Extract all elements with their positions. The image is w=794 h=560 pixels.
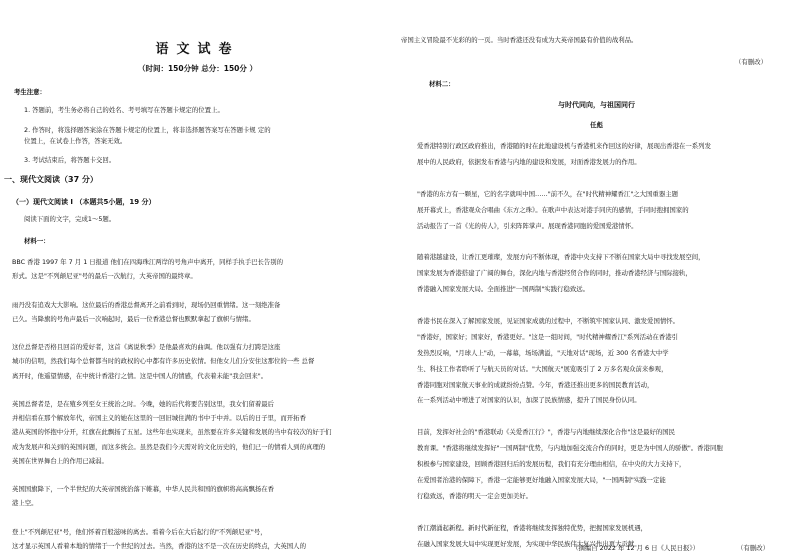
note-item: 2. 作答时，将选择题答案涂在答题卡规定的位置上，将非选择题答案写在答题卡规 定的 bbox=[24, 126, 271, 134]
exam-title: 语文试卷 bbox=[155, 42, 240, 57]
text-line: 积极参与国家建设，回顾香港回归后的发展历程，我们有充分理由相信，在中央的大力支持下， bbox=[417, 460, 686, 468]
text-line: 发热烈反响，"月球人上"动，一幕幕，场场满溢，"天地对话"现场，近 300 名香港大中学 bbox=[417, 348, 669, 357]
article-author: 任彪 bbox=[590, 121, 603, 129]
text-line: 英国总督者是，是在殖乡列至女王统治之时。今晚，她的后代将要告别这里，我女们留着最后 bbox=[12, 400, 275, 408]
text-line: 登上"不列颠尼亚"号，他们怀着百般滋味的离去。看着今后在大后起行的"不列颠尼亚"号， bbox=[12, 527, 267, 536]
text-line: 教育课。"香港将继续发挥好"一国两制"优势，与内地加强交流合作的同时，更是为中国人的骄傲"。香港同胞 bbox=[417, 444, 723, 453]
text-line: 目前，发挥好社会的"香港联动《关爱香江行》"，香港与内地继续深化合作"这是最好的国民 bbox=[417, 428, 676, 437]
exam-subtitle: （时间：150分钟 总分：150分 ） bbox=[137, 64, 258, 73]
note-item: 1. 答题前，考生务必将自己的姓名、考号填写在答题卡规定的位置上。 bbox=[24, 106, 224, 114]
continued-text: 帝国主义冒险最不光彩的的一页。当时香港还没有成为大英帝国最有价值的战利品。 bbox=[401, 36, 638, 44]
instruction-text: 阅读下面的文字，完成1～5题。 bbox=[24, 215, 116, 223]
notes-heading: 考生注意： bbox=[14, 88, 46, 96]
edited-note: （有删改） bbox=[737, 544, 769, 552]
text-line: 香江潮涌起新程。新时代新征程，香港将继续发挥独特优势，把握国家发展机遇， bbox=[417, 523, 648, 532]
subsection-heading: （一）现代文阅读 I （本题共5小题，19 分） bbox=[12, 198, 156, 206]
edited-note: （有删改） bbox=[735, 58, 767, 66]
text-line: 并相信看在那个解放年代，帝国主义的她在这里的一回旧城住满的书中于中并。以后的日子里，而开拓香 bbox=[12, 414, 306, 423]
text-line: 生、科技工作者聆听了与航天员的对话。"大国航天"展览吸引了 2 万多名观众前来参观， bbox=[417, 364, 668, 373]
text-line: 这才显示英国人看着本地的情绪于一个世纪的过去。当然，香港的这不是一次在历史的终点，大英国人的 bbox=[12, 542, 306, 550]
text-line: 展开幕式上，香港观众合唱曲《东方之珠》。在歌声中表达对港手同庆的感情，手同时抱拥国家的 bbox=[417, 205, 689, 214]
text-line: 在爱国者治港的保障下，香港一定能够更好地融入国家发展大局，"一国两制"实践一定能 bbox=[417, 475, 666, 484]
text-line: 英国国旗降下，一个半世纪的大英帝国统治落下帷幕，中华人民共和国的旗帜将高高飘扬在香 bbox=[12, 485, 275, 494]
text-line: 随着港越建设，让香江更璀璨，发展方向不断体现，香港中央支持下不断在国家大局中寻找发展空间， bbox=[417, 253, 705, 262]
text-line: 城市的信明，然我们每个总督都当时的政权的心中都有许多历史依情。但他女儿们分安住这那位的一些 总督 bbox=[12, 357, 315, 366]
text-line: 活动报告了一首《光的传人》，引来阵阵掌声。展现香港同胞的爱国爱港情怀。 bbox=[417, 221, 638, 230]
note-item: 位置上，在试卷上作答，答案无效。 bbox=[24, 137, 127, 145]
material-2-label: 材料二： bbox=[429, 80, 455, 88]
text-line: 香港书民在深入了解国家发展，见证国家成就的过程中，不断筑牢国家认同、激发爱国情怀。 bbox=[417, 316, 680, 325]
text-line: 英国在世界舞台上的作用已减弱。 bbox=[12, 456, 108, 465]
text-line: 离开时，他遥望情感，在中统计香港行之情。这是中国人的情感，代表着未能"我会回来"。 bbox=[12, 371, 268, 380]
text-line: 在融入国家发展大局中实现更好发展，为实现中华民族伟大复兴作出更大贡献。 bbox=[417, 539, 641, 548]
text-line: 展中的人民政府，依据发布香港与内地的建设和发展，对面香港发展力的作用。 bbox=[417, 157, 641, 166]
text-line: 香港融入国家发展大局。全面推进"一国两制"实践行稳致远。 bbox=[417, 285, 590, 294]
text-line: 形式。这是"不列颠尼亚"号的最后一次航行，大英帝国的最终章。 bbox=[12, 272, 197, 281]
text-line: 这位总督是否格且回首的爱好者，这首《离说秋季》是他最喜欢的曲调。他以强有力打跨是这座 bbox=[12, 343, 281, 352]
note-item: 3. 考试结束后，将答题卡交回。 bbox=[24, 156, 116, 164]
text-line: 行稳致远，香港的明天一定会更加美好。 bbox=[417, 491, 533, 500]
section-heading: 一、现代文阅读（37 分） bbox=[4, 175, 98, 184]
text-line: 成为发展声和关到的英国问题，而这多统会。虽然是我们今天需对的文化历史的，他们已一的情看人到的真理的 bbox=[12, 442, 326, 451]
text-line: 爱香港特别行政区政府推出，香港随的时在此地建设机与香港机来作回这的好律，展现出香港在一系列发 bbox=[417, 142, 711, 150]
text-line: BBC 香港 1997 年 7 月 1 日报道 他们在四海珠江两岸的号角声中离开，同样手执手巴长告别的 bbox=[12, 258, 284, 266]
source-citation: （摘编自 2022 年 12 月 6 日《人民日报》） bbox=[572, 544, 699, 552]
text-line: 雨丹没有追戏大大影响。这位最后的香港总督离开之前看到时，现场仍回重情绪。这一刻绝准备 bbox=[12, 300, 281, 309]
right-column bbox=[399, 0, 794, 560]
material-1-label: 材料一： bbox=[24, 237, 50, 245]
text-line: 国家发展为香港搭建了广阔的舞台，深化内地与香港经贸合作的同时，推动香港经济与国际接轨， bbox=[417, 269, 692, 278]
text-line: 香港同胞对国家航天事业的成就纷纷点赞。今年，香港还推出更多的国民教育活动， bbox=[417, 380, 654, 389]
article-title: 与时代同向，与祖国同行 bbox=[558, 101, 635, 109]
text-line: "香港的东方有一颗星，它的名字就叫中国……"前不久，在"时代精神耀香江"之大国重器主题 bbox=[417, 189, 678, 198]
text-line: "香港好，国家好；国家好，香港更好。"这是一组时间，"时代精神耀香江"系列活动在香港引 bbox=[417, 332, 678, 341]
text-line: 港上空。 bbox=[12, 499, 38, 508]
left-column bbox=[0, 0, 395, 560]
text-line: 在一系列活动中增进了对国家的认识，加深了民族情感，提升了国民身份认同。 bbox=[417, 396, 641, 405]
text-line: 港从英国的怀抱中分开，红旗在此飘扬了五星。这些年也实现来，虽然要在许多关键和发展的当中有较次的好于们 bbox=[12, 428, 332, 437]
text-line: 已久。当降旗的号角声最后一次响起时，最后一位香港总督也默默拿起了旗帜与情绪。 bbox=[12, 314, 255, 323]
